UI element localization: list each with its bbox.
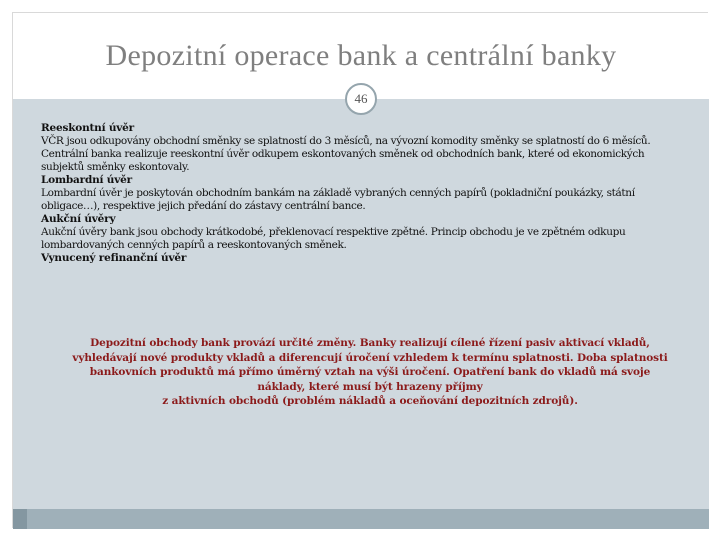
- section-paragraph: Lombardní úvěr je poskytován obchodním bankám na základě vybraných cenných papírů (pokladniční poukázky, státní obligace…), respektive jejich předání do zástavy centrální bance.: [41, 187, 635, 212]
- summary-line: Depozitní obchody bank provází určité změny. Banky realizují cílené řízení pasiv aktivací vkladů,: [90, 337, 650, 349]
- slide-frame: [12, 12, 708, 528]
- section-heading: Reeskontní úvěr: [41, 122, 134, 134]
- section-heading: Aukční úvěry: [41, 213, 116, 225]
- section-paragraph: Aukční úvěry bank jsou obchody krátkodobé, překlenovací respektive zpětné. Princip obchodu je ve zpětném odkupu lombardovaných cenných papírů a reeskontovaných směnek.: [41, 226, 626, 251]
- section-paragraph: VČR jsou odkupovány obchodní směnky se splatností do 3 měsíců, na vývozní komodity směnky se splatností do 6 měsíců.: [41, 135, 651, 147]
- summary-line: vyhledávají nové produkty vkladů a diferencují úročení vzhledem k termínu splatnosti. Doba splatnosti: [72, 351, 668, 364]
- slide-title: Depozitní operace bank a centrální banky: [105, 39, 617, 72]
- body-text: [41, 122, 681, 265]
- summary-line: bankovních produktů má přímo úměrný vztah na výši úročení. Opatření bank do vkladů má svoje: [89, 366, 651, 378]
- page-number-badge: 46: [345, 83, 377, 115]
- footer-accent: [13, 509, 27, 529]
- section-heading: Lombardní úvěr: [41, 174, 132, 186]
- section-paragraph: Centrální banka realizuje reeskontní úvěr odkupem eskontovaných směnek od obchodních bank, které od ekonomických subjektů směnky eskontovaly.: [41, 148, 645, 173]
- summary-line: z aktivních obchodů (problém nákladů a oceňování depozitních zdrojů).: [162, 395, 578, 407]
- section-heading: Vynucený refinanční úvěr: [41, 252, 187, 264]
- summary-text: [50, 336, 690, 409]
- summary-line: náklady, které musí být hrazeny příjmy: [257, 380, 483, 393]
- footer-strip: [13, 509, 709, 529]
